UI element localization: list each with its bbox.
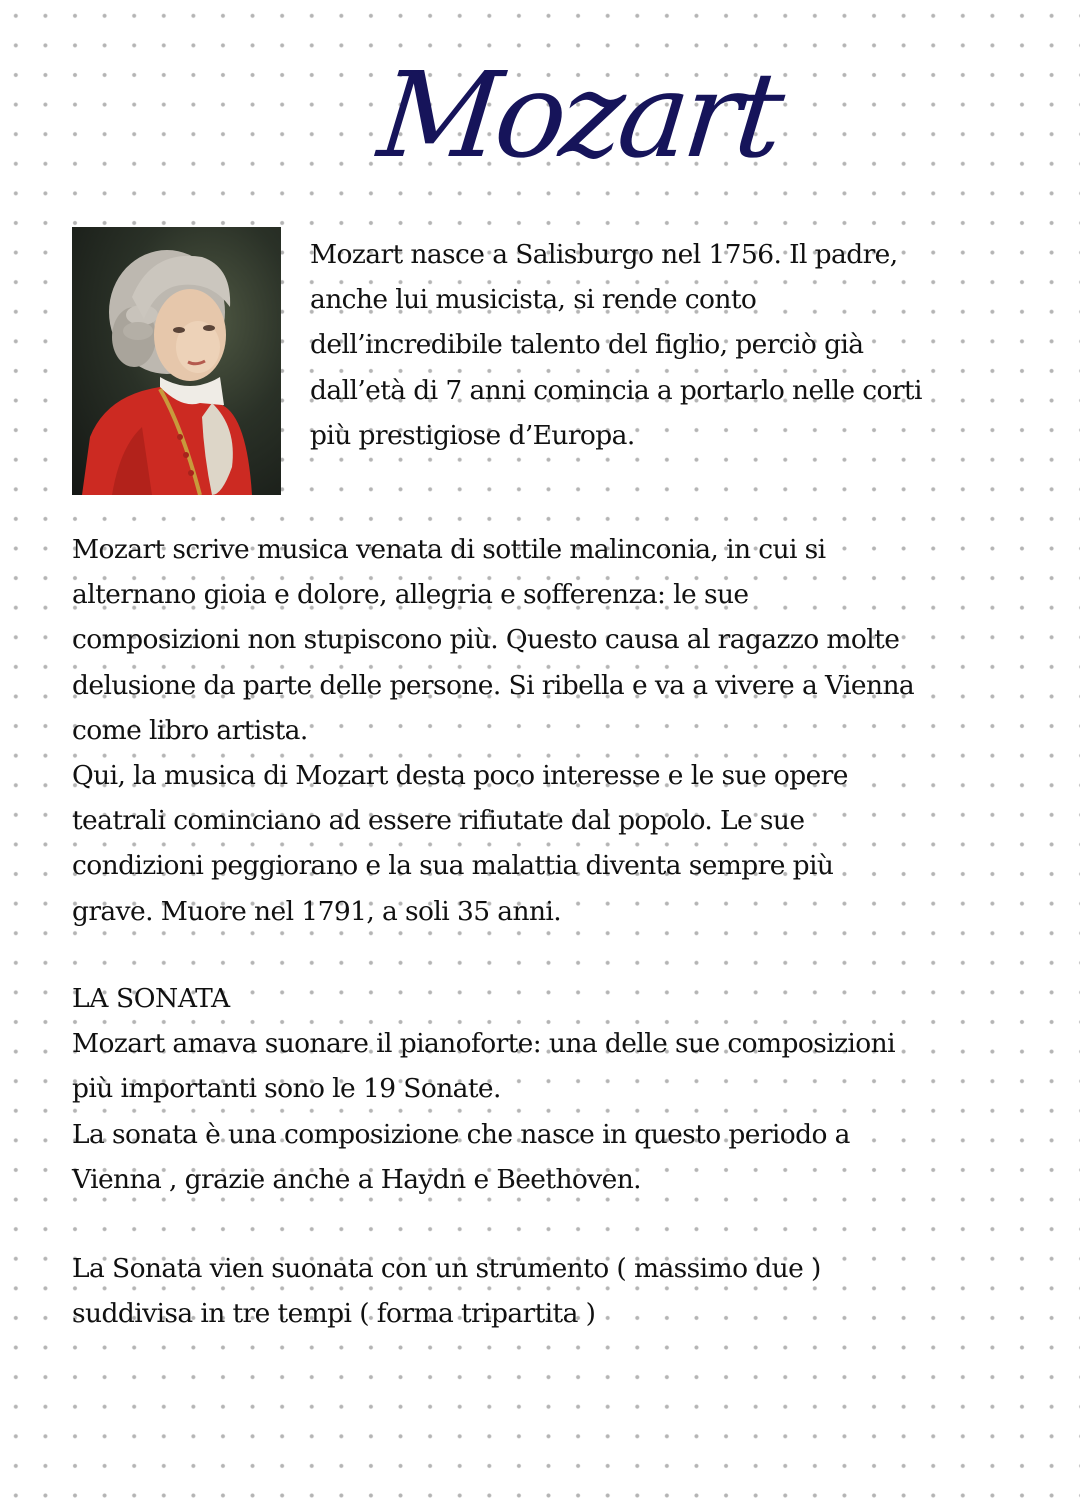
intro-line: dell’incredibile talento del figlio, perciò già <box>310 329 864 361</box>
sonata-line: più importanti sono le 19 Sonate. <box>72 1073 501 1105</box>
intro-paragraph <box>310 232 922 458</box>
sonata-section <box>72 976 895 1202</box>
intro-line: anche lui musicista, si rende conto <box>310 284 757 316</box>
intro-line: Mozart nasce a Salisburgo nel 1756. Il padre, <box>310 239 898 270</box>
bio-line: condizioni peggiorano e la sua malattia diventa sempre più <box>72 850 834 882</box>
bio-line: come libro artista. <box>72 714 308 746</box>
sonata-form-line: La Sonata vien suonata con un strumento ( massimo due ) <box>72 1253 821 1284</box>
bio-line: teatrali cominciano ad essere rifiutate dal popolo. Le sue <box>72 805 805 837</box>
bio-line: composizioni non stupiscono più. Questo causa al ragazzo molte <box>72 624 900 656</box>
biography-paragraph <box>72 527 914 934</box>
page-title-text: Mozart <box>372 46 786 184</box>
bio-line: Mozart scrive musica venata di sottile malinconia, in cui si <box>72 534 826 565</box>
bio-line: delusione da parte delle persone. Si ribella e va a vivere a Vienna <box>72 669 915 701</box>
portrait-illustration <box>72 227 281 495</box>
sonata-line: La sonata è una composizione che nasce in questo periodo a <box>72 1118 850 1150</box>
sonata-form-line: suddivisa in tre tempi ( forma tripartita ) <box>72 1298 596 1330</box>
sonata-line: Mozart amava suonare il pianoforte: una delle sue composizioni <box>72 1028 896 1060</box>
sonata-line: Vienna , grazie anche a Haydn e Beethoven. <box>72 1163 642 1195</box>
page-title <box>372 40 786 210</box>
bio-line: alternano gioia e dolore, allegria e sofferenza: le sue <box>72 579 749 611</box>
bio-line: grave. Muore nel 1791, a soli 35 anni. <box>72 895 562 927</box>
intro-line: dall’età di 7 anni comincia a portarlo nelle corti <box>310 374 922 406</box>
mozart-portrait-image <box>72 227 281 495</box>
intro-line: più prestigiose d’Europa. <box>310 419 635 451</box>
sonata-heading: LA SONATA <box>72 983 230 1014</box>
sonata-form-paragraph <box>72 1246 821 1336</box>
bio-line: Qui, la musica di Mozart desta poco interesse e le sue opere <box>72 760 848 792</box>
